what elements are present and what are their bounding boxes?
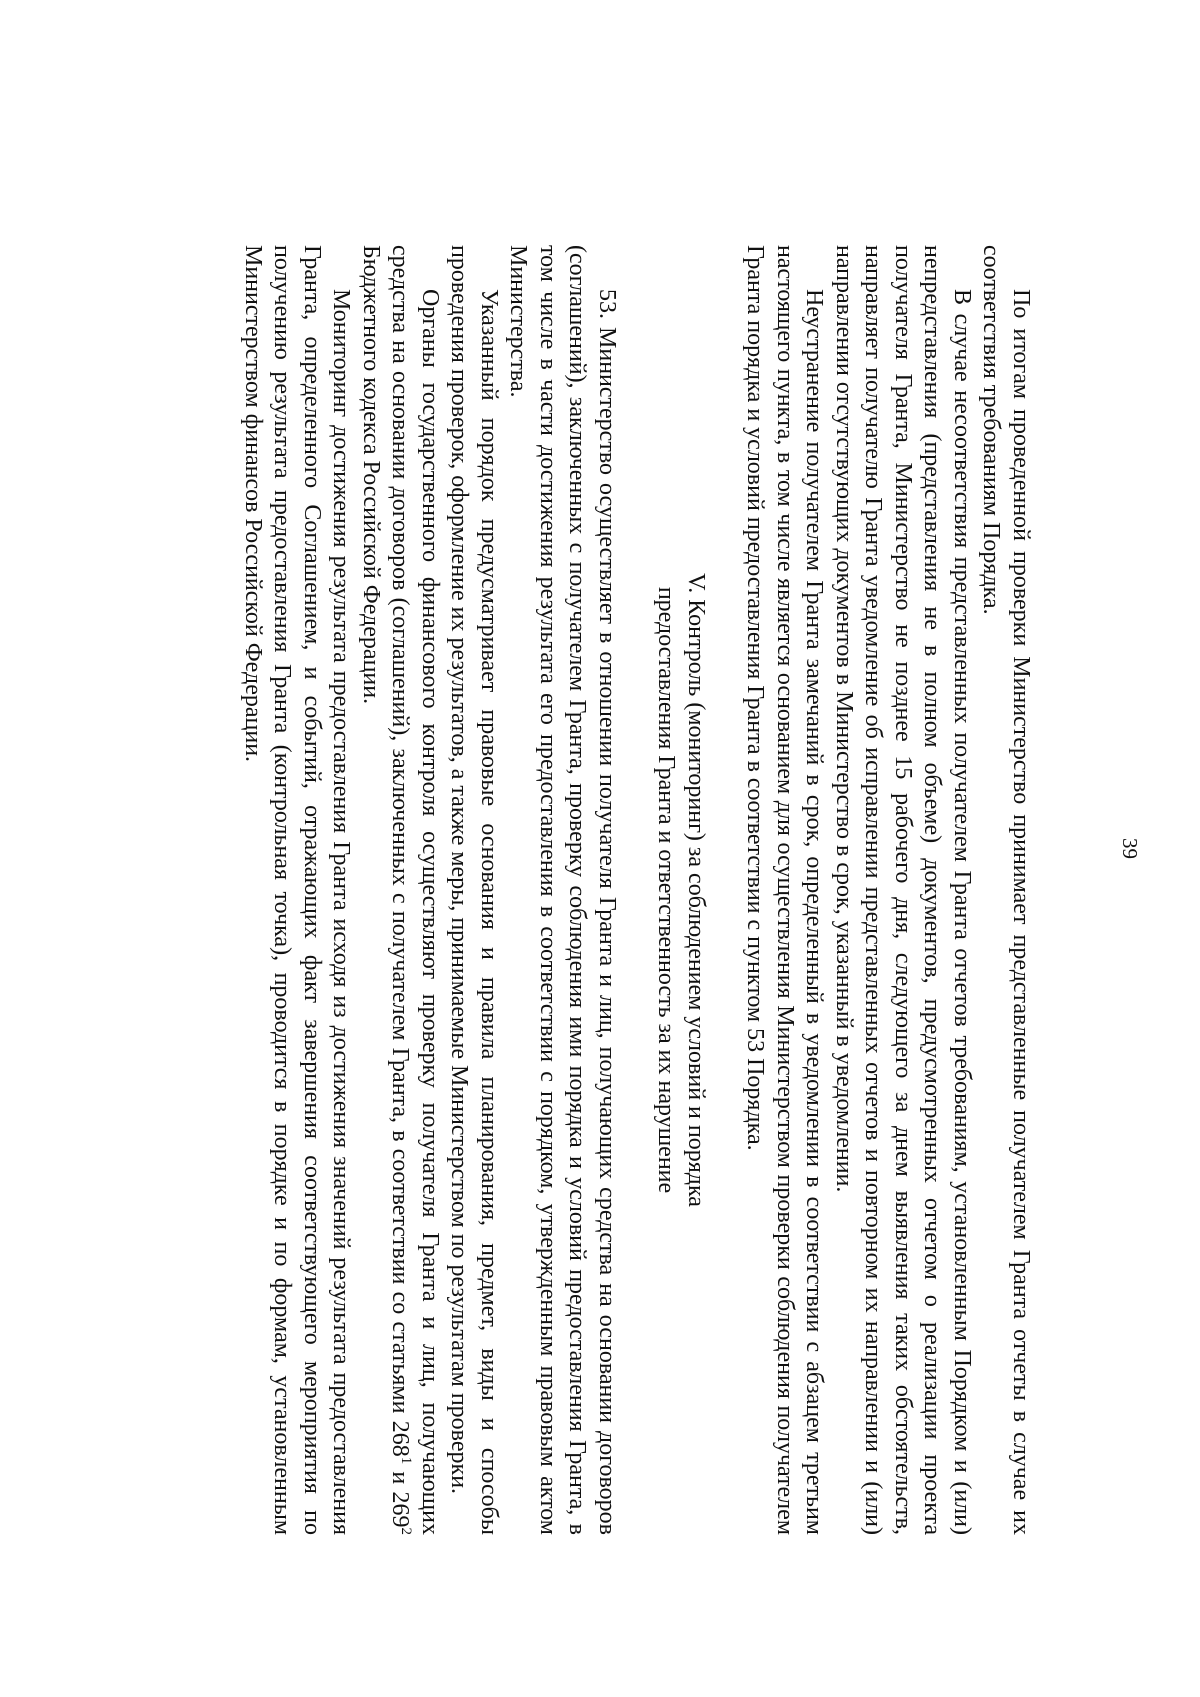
paragraph-noncompliance: В случае несоответствия представленных получателем Гранта отчетов требованиям, установленным Порядком и (или) непредставления (представления не в полном объеме) документов, предусмотренных отчетом о реализации проекта получателя Гранта, Министерство не позднее 15 рабочего дня, следующего за днем выявления таких обстоятельств, направляет получателю Гранта уведомление об исправлении представленных отчетов и повторном их направлении и (или) направлении отсутствующих документов в Министерство в срок, указанный в уведомлении. [831, 245, 975, 1535]
page-number: 39 [1118, 838, 1142, 859]
financial-control-text-1: Органы государственного финансового контроля осуществляют проверку получателя Гранта и лиц, получающих средства на основании договоров (соглашений), заключенных с получателем Гранта, в соответствии со статьями 268 [387, 245, 443, 1535]
paragraph-acceptance: По итогам проведенной проверки Министерство принимает представленные получателем Гранта отчеты в случае их соответствия требованиям Порядка. [978, 245, 1034, 1535]
section-heading-line-1: V. Контроль (мониторинг) за соблюдением условий и порядка [683, 573, 709, 1207]
paragraph-53: 53. Министерство осуществляет в отношении получателя Гранта и лиц, получающих средства на основании договоров (соглашений), заключенных с получателем Гранта, проверку соблюдения ими порядка и условий предоставления Гранта, в том числе в части достижения результата его предоставления в соответствии с порядком, утвержденным правовым актом Министерства. [505, 245, 620, 1535]
paragraph-monitoring: Мониторинг достижения результата предоставления Гранта исходя из достижения значений результата предоставления Гранта, определенного Соглашением, и событий, отражающих факт завершения соответствующего мероприятия по получению результата предоставления Гранта (контрольная точка), проводится в порядке и по формам, установленным Министерством финансов Российской Федерации. [240, 245, 355, 1535]
section-heading-line-2: предоставления Гранта и ответственность за их нарушение [653, 586, 680, 1194]
financial-control-text-3: Бюджетного кодекса Российской Федерации. [358, 245, 384, 705]
section-heading [651, 245, 710, 1535]
paragraph-nonelimination: Неустранение получателем Гранта замечаний в срок, определенный в уведомлении в соответствии с абзацем третьим настоящего пункта, в том числе является основанием для осуществления Министерством проверки соблюдения получателем Гранта порядка и условий предоставления Гранта в соответствии с пунктом 53 Порядка. [742, 245, 828, 1535]
paragraph-checks-procedure: Указанный порядок предусматривает правовые основания и правила планирования, предмет, виды и способы проведения проверок, оформление их результатов, а также меры, принимаемые Министерством по результатам проверки. [446, 245, 502, 1535]
document-body [238, 245, 1036, 1535]
article-269-superscript: 2 [398, 1527, 415, 1536]
article-268-superscript: 1 [398, 1456, 415, 1465]
financial-control-text-2: и 269 [387, 1464, 414, 1528]
paragraph-financial-control [356, 245, 445, 1535]
